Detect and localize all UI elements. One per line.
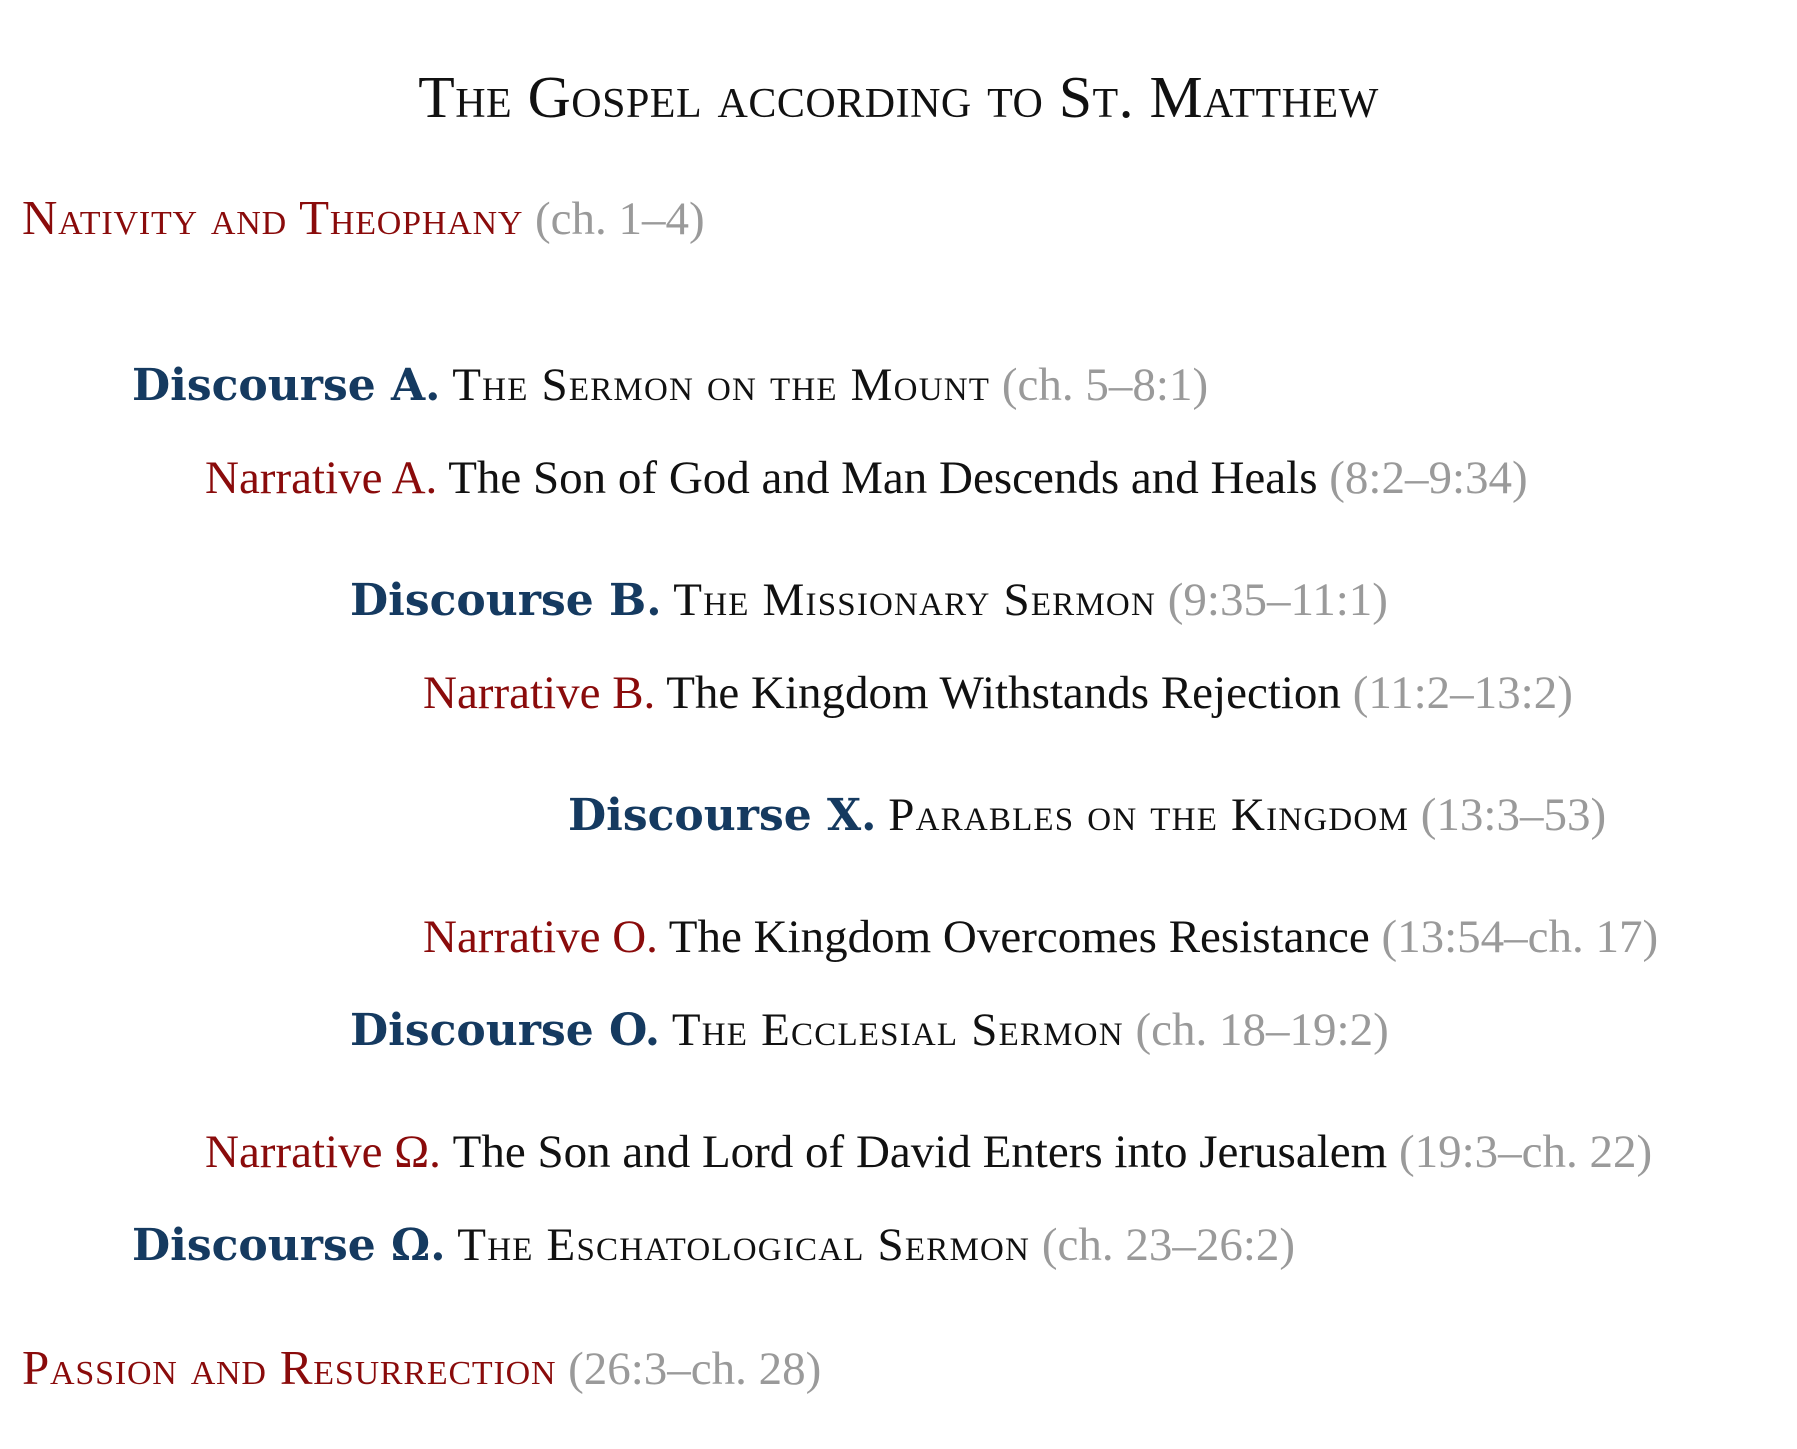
chapter-reference: (ch. 1–4) — [535, 193, 705, 245]
discourse-title: The Ecclesial Sermon — [671, 1004, 1124, 1056]
outline-item-narrative-a — [205, 448, 1528, 508]
chapter-reference: (19:3–ch. 22) — [1398, 1126, 1653, 1178]
narrative-title: The Son of God and Man Descends and Heals — [448, 452, 1318, 504]
outline-item-passion — [22, 1338, 821, 1399]
discourse-title: The Eschatological Sermon — [457, 1219, 1031, 1271]
discourse-label: Discourse Ω. — [132, 1220, 446, 1271]
outline-item-narrative-o — [423, 907, 1658, 967]
outline-item-narrative-b — [423, 663, 1573, 723]
discourse-label: Discourse X. — [568, 790, 877, 841]
outline-item-discourse-omega — [132, 1215, 1295, 1276]
chapter-reference: (9:35–11:1) — [1167, 574, 1388, 626]
narrative-title: The Kingdom Withstands Rejection — [666, 667, 1341, 719]
chapter-reference: (13:54–ch. 17) — [1381, 911, 1659, 963]
narrative-label: Narrative A. — [205, 452, 438, 504]
discourse-title: The Sermon on the Mount — [452, 359, 991, 411]
discourse-label: Discourse O. — [350, 1005, 661, 1056]
chapter-reference: (ch. 5–8:1) — [1001, 359, 1209, 411]
outline-item-discourse-a — [132, 355, 1208, 416]
discourse-title: The Missionary Sermon — [673, 574, 1156, 626]
part-title: Passion and Resurrection — [22, 1340, 557, 1395]
page-title: The Gospel according to St. Matthew — [418, 64, 1379, 130]
discourse-label: Discourse A. — [132, 360, 441, 411]
discourse-label: Discourse B. — [350, 575, 662, 626]
outline-item-discourse-o — [350, 1000, 1389, 1061]
chapter-reference: (8:2–9:34) — [1329, 452, 1528, 504]
narrative-label: Narrative B. — [423, 667, 656, 719]
chapter-reference: (13:3–53) — [1420, 789, 1607, 841]
chapter-reference: (11:2–13:2) — [1352, 667, 1573, 719]
narrative-label: Narrative Ω. — [205, 1126, 441, 1178]
chapter-reference: (26:3–ch. 28) — [568, 1343, 822, 1395]
narrative-title: The Kingdom Overcomes Resistance — [668, 911, 1370, 963]
outline-item-nativity — [22, 188, 705, 249]
narrative-label: Narrative O. — [423, 911, 658, 963]
narrative-title: The Son and Lord of David Enters into Jerusalem — [452, 1126, 1388, 1178]
chapter-reference: (ch. 23–26:2) — [1041, 1219, 1296, 1271]
chapter-reference: (ch. 18–19:2) — [1135, 1004, 1389, 1056]
discourse-title: Parables on the Kingdom — [888, 789, 1410, 841]
outline-item-narrative-omega — [205, 1122, 1652, 1182]
outline-item-discourse-b — [350, 570, 1388, 631]
part-title: Nativity and Theophany — [22, 190, 524, 245]
outline-item-discourse-x — [568, 785, 1606, 846]
